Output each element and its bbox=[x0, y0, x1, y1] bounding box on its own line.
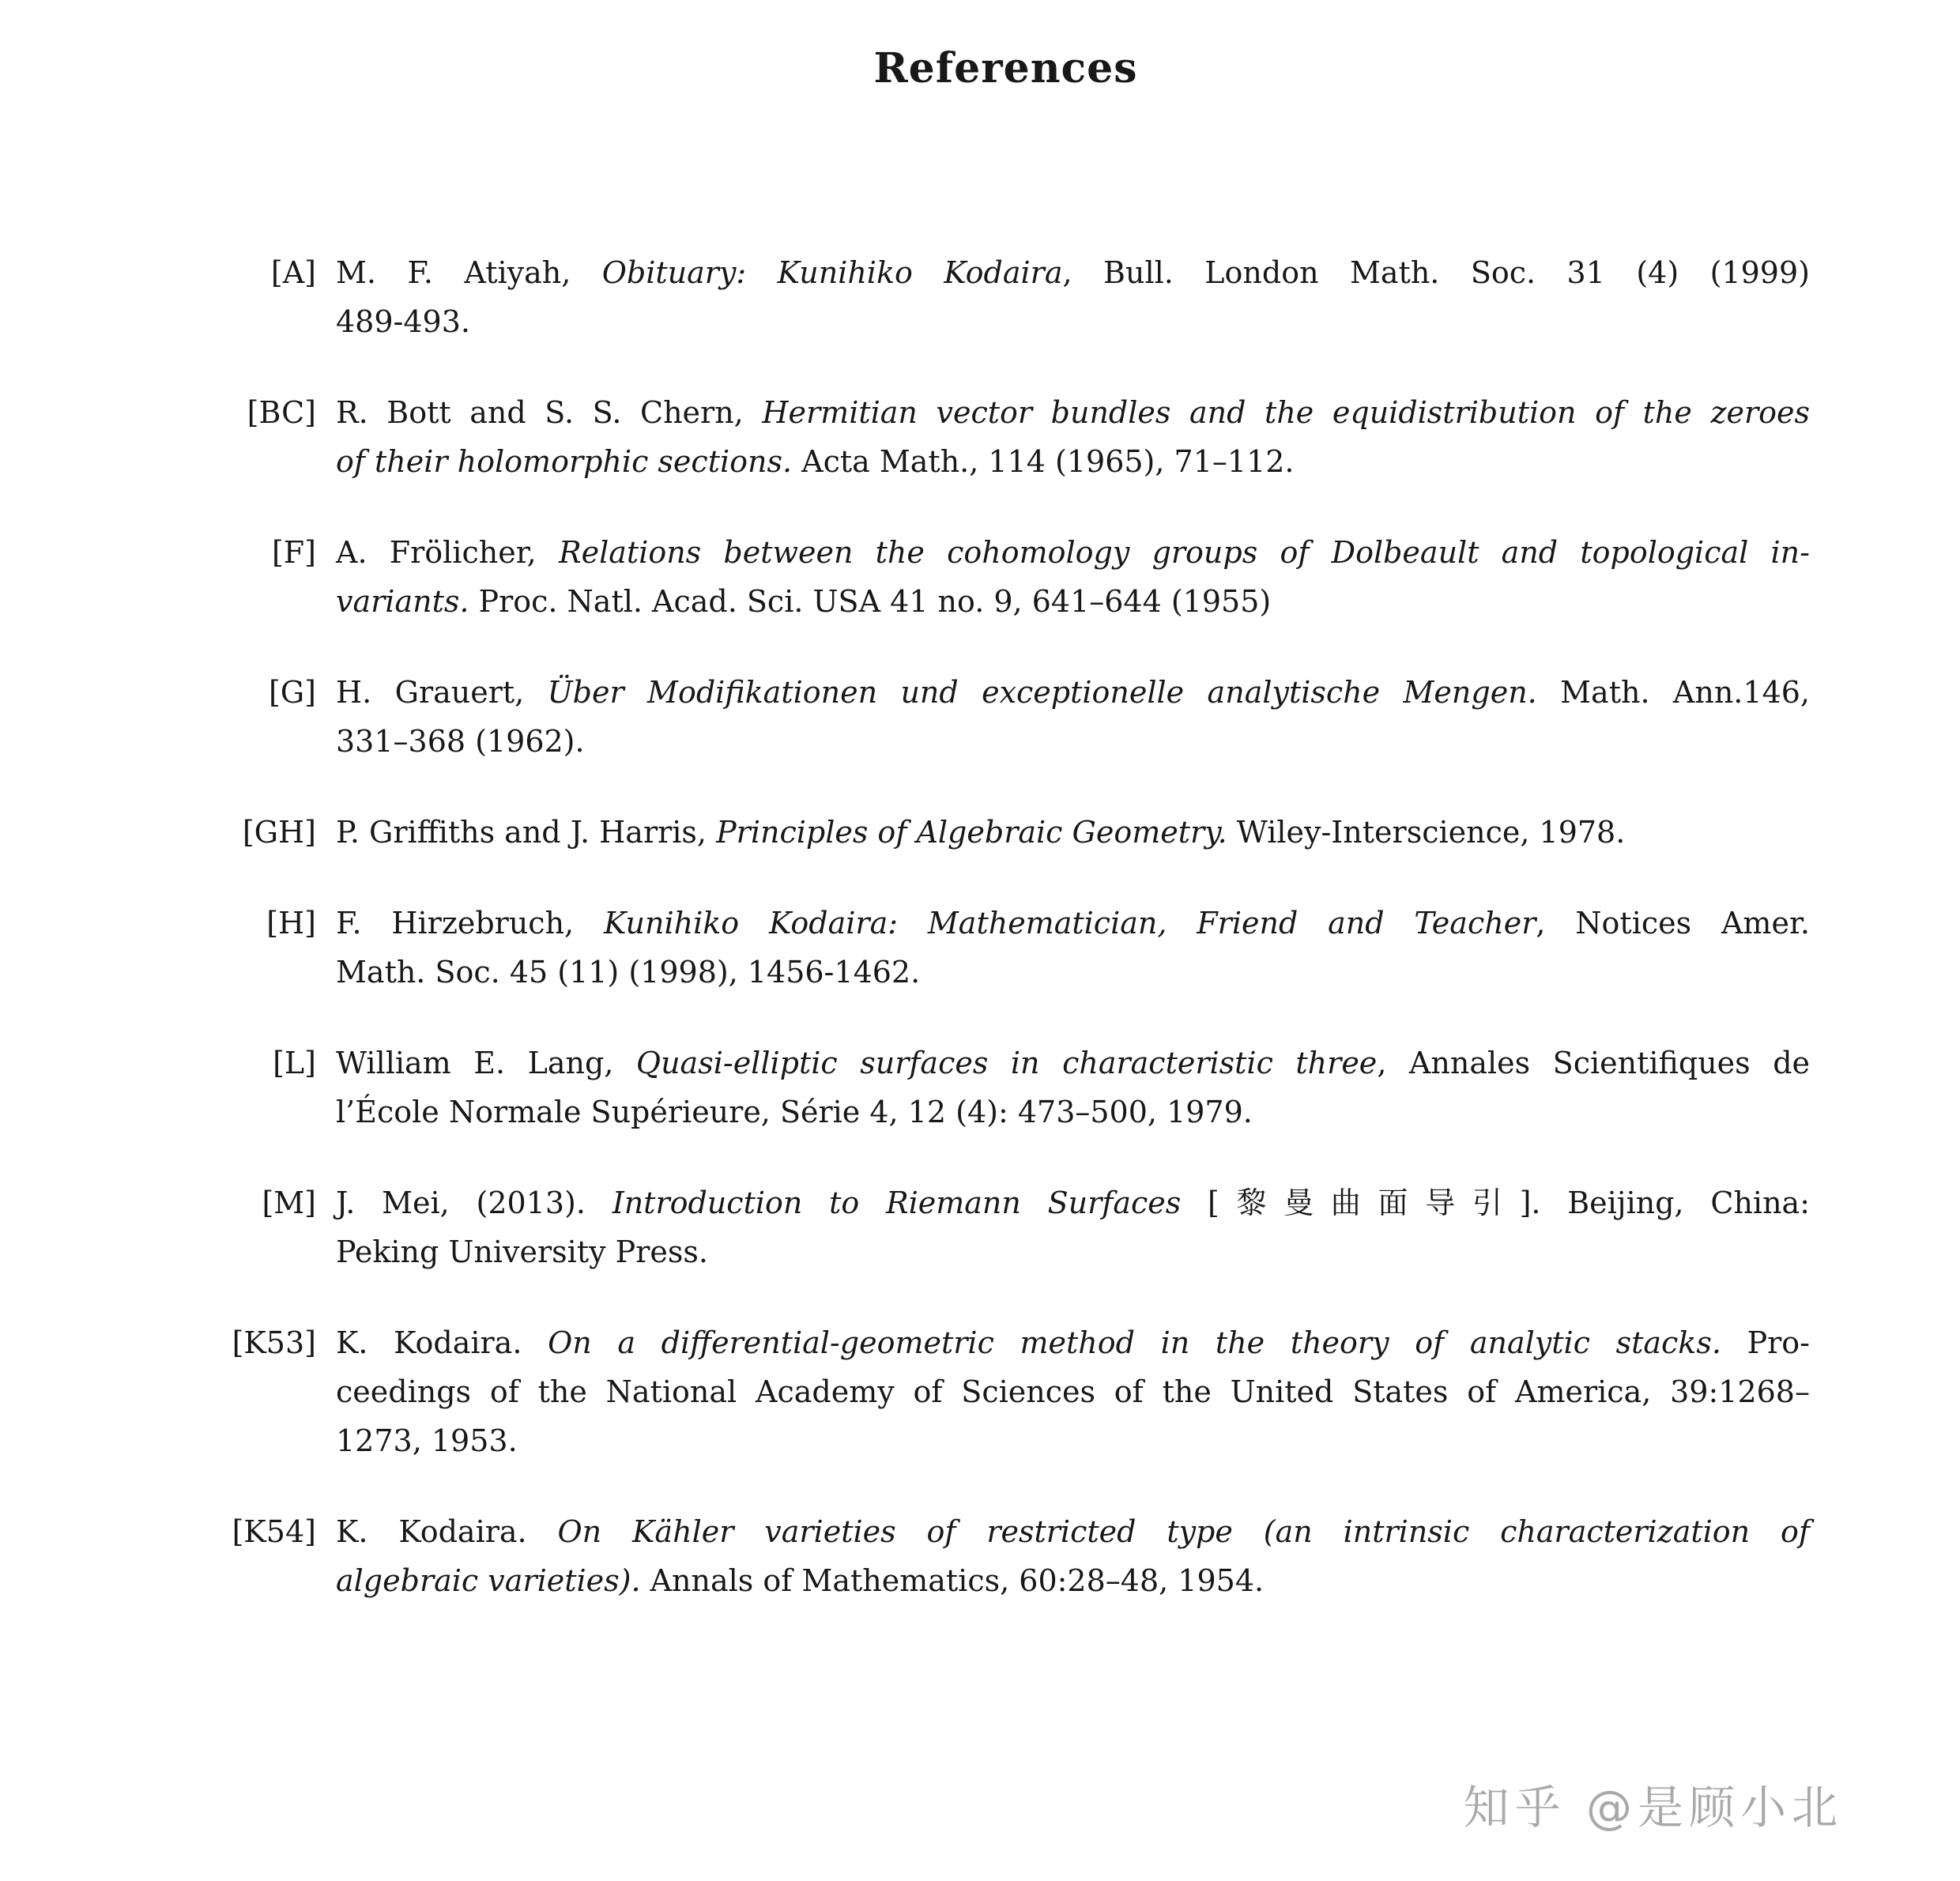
reference-segment-italic: Über Modifikationen und exceptionelle analytische Mengen. bbox=[547, 675, 1537, 710]
reference-segment: ceedings of the National Academy of Sciences of the United States of America, 39:1268– bbox=[336, 1374, 1810, 1409]
reference-line bbox=[336, 948, 1810, 997]
reference-entry bbox=[202, 808, 1810, 857]
reference-label: [GH] bbox=[242, 815, 316, 850]
reference-line bbox=[336, 1318, 1810, 1367]
reference-segment: K. Kodaira. bbox=[336, 1325, 548, 1360]
reference-segment: William E. Lang, bbox=[336, 1046, 636, 1080]
reference-segment: R. Bott and S. S. Chern, bbox=[336, 395, 763, 430]
watermark: 知乎 @是顾小北 bbox=[1463, 1781, 1843, 1834]
reference-entry bbox=[202, 528, 1810, 626]
reference-line bbox=[336, 808, 1810, 857]
reference-segment: 1273, 1953. bbox=[336, 1423, 518, 1458]
reference-line bbox=[336, 437, 1810, 486]
reference-line bbox=[336, 248, 1810, 297]
reference-segment: 331–368 (1962). bbox=[336, 724, 585, 759]
reference-list bbox=[202, 248, 1810, 1605]
reference-text bbox=[336, 388, 1810, 486]
reference-label: [BC] bbox=[247, 395, 316, 430]
reference-label: [K53] bbox=[232, 1325, 316, 1360]
reference-line bbox=[336, 1039, 1810, 1088]
reference-segment: , Annales Scientifiques de bbox=[1377, 1046, 1811, 1080]
reference-entry bbox=[202, 248, 1810, 346]
reference-line bbox=[336, 577, 1810, 626]
reference-segment-italic: Principles of Algebraic Geometry. bbox=[716, 815, 1227, 850]
reference-label: [G] bbox=[268, 675, 316, 710]
reference-segment: J. Mei, (2013). bbox=[336, 1186, 612, 1220]
reference-segment: F. Hirzebruch, bbox=[336, 906, 604, 940]
reference-text bbox=[336, 528, 1810, 626]
reference-segment: P. Griffiths and J. Harris, bbox=[336, 815, 717, 850]
reference-line bbox=[336, 528, 1810, 577]
reference-text bbox=[336, 808, 1810, 857]
reference-text bbox=[336, 1039, 1810, 1137]
reference-segment: Wiley-Interscience, 1978. bbox=[1227, 815, 1626, 850]
reference-entry bbox=[202, 1318, 1810, 1465]
reference-segment-italic: Introduction to Riemann Surfaces bbox=[612, 1186, 1182, 1220]
reference-text bbox=[336, 248, 1810, 346]
reference-line bbox=[336, 1507, 1810, 1556]
reference-line bbox=[336, 668, 1810, 717]
reference-line bbox=[336, 1088, 1810, 1137]
reference-label: [M] bbox=[262, 1186, 316, 1220]
reference-segment: Math. Ann.146, bbox=[1536, 675, 1811, 710]
reference-segment-italic: Relations between the cohomology groups of Dolbeault and topological in- bbox=[558, 535, 1810, 570]
reference-segment: Annals of Mathematics, 60:28–48, 1954. bbox=[640, 1563, 1265, 1598]
reference-segment: 489-493. bbox=[336, 304, 470, 339]
reference-entry bbox=[202, 1507, 1810, 1605]
document-page bbox=[202, 41, 1810, 1647]
reference-line bbox=[336, 717, 1810, 766]
reference-text bbox=[336, 899, 1810, 997]
reference-label: [F] bbox=[271, 535, 316, 570]
reference-segment: H. Grauert, bbox=[336, 675, 548, 710]
reference-segment: Acta Math., 114 (1965), 71–112. bbox=[792, 444, 1295, 479]
reference-line bbox=[336, 1227, 1810, 1276]
reference-segment: Math. Soc. 45 (11) (1998), 1456-1462. bbox=[336, 955, 921, 990]
reference-entry bbox=[202, 1178, 1810, 1276]
reference-line bbox=[336, 1367, 1810, 1416]
reference-line bbox=[336, 388, 1810, 437]
reference-segment: Peking University Press. bbox=[336, 1235, 708, 1269]
reference-segment: M. F. Atiyah, bbox=[336, 255, 602, 290]
reference-segment: l’École Normale Supérieure, Série 4, 12 (4): 473–500, 1979. bbox=[336, 1095, 1253, 1129]
reference-label: [A] bbox=[270, 255, 316, 290]
reference-text bbox=[336, 1507, 1810, 1605]
reference-label: [H] bbox=[266, 906, 316, 940]
reference-line bbox=[336, 1416, 1810, 1465]
reference-segment: Pro- bbox=[1721, 1325, 1811, 1360]
reference-entry bbox=[202, 1039, 1810, 1137]
reference-line bbox=[336, 1178, 1810, 1227]
reference-line bbox=[336, 1556, 1810, 1605]
reference-label: [K54] bbox=[232, 1514, 316, 1549]
reference-segment-italic: Obituary: Kunihiko Kodaira bbox=[601, 255, 1063, 290]
reference-segment: K. Kodaira. bbox=[336, 1514, 558, 1549]
reference-segment-italic: of their holomorphic sections. bbox=[336, 444, 793, 479]
reference-segment-italic: Hermitian vector bundles and the equidistribution of the zeroes bbox=[762, 395, 1810, 430]
reference-segment-italic: On Kähler varieties of restricted type (an intrinsic characterization of bbox=[557, 1514, 1810, 1549]
reference-segment: , Notices Amer. bbox=[1536, 906, 1811, 940]
reference-entry bbox=[202, 668, 1810, 766]
reference-segment-italic: variants. bbox=[336, 584, 469, 619]
reference-segment-italic: algebraic varieties). bbox=[336, 1563, 641, 1598]
reference-segment-italic: On a differential-geometric method in the theory of analytic stacks. bbox=[548, 1325, 1721, 1360]
reference-segment: A. Frölicher, bbox=[336, 535, 559, 570]
reference-entry bbox=[202, 388, 1810, 486]
reference-line bbox=[336, 899, 1810, 948]
reference-segment: [黎曼曲面导引]. Beijing, China: bbox=[1181, 1186, 1810, 1220]
reference-label: [L] bbox=[273, 1046, 316, 1080]
reference-line bbox=[336, 297, 1810, 346]
reference-segment: , Bull. London Math. Soc. 31 (4) (1999) bbox=[1062, 255, 1810, 290]
reference-segment: Proc. Natl. Acad. Sci. USA 41 no. 9, 641–644 (1955) bbox=[469, 584, 1272, 619]
reference-segment-italic: Kunihiko Kodaira: Mathematician, Friend and Teacher bbox=[604, 906, 1536, 940]
reference-entry bbox=[202, 899, 1810, 997]
reference-text bbox=[336, 1178, 1810, 1276]
reference-segment-italic: Quasi-elliptic surfaces in characteristic three bbox=[635, 1046, 1378, 1080]
reference-text bbox=[336, 1318, 1810, 1465]
page-title: References bbox=[873, 44, 1138, 92]
reference-text bbox=[336, 668, 1810, 766]
